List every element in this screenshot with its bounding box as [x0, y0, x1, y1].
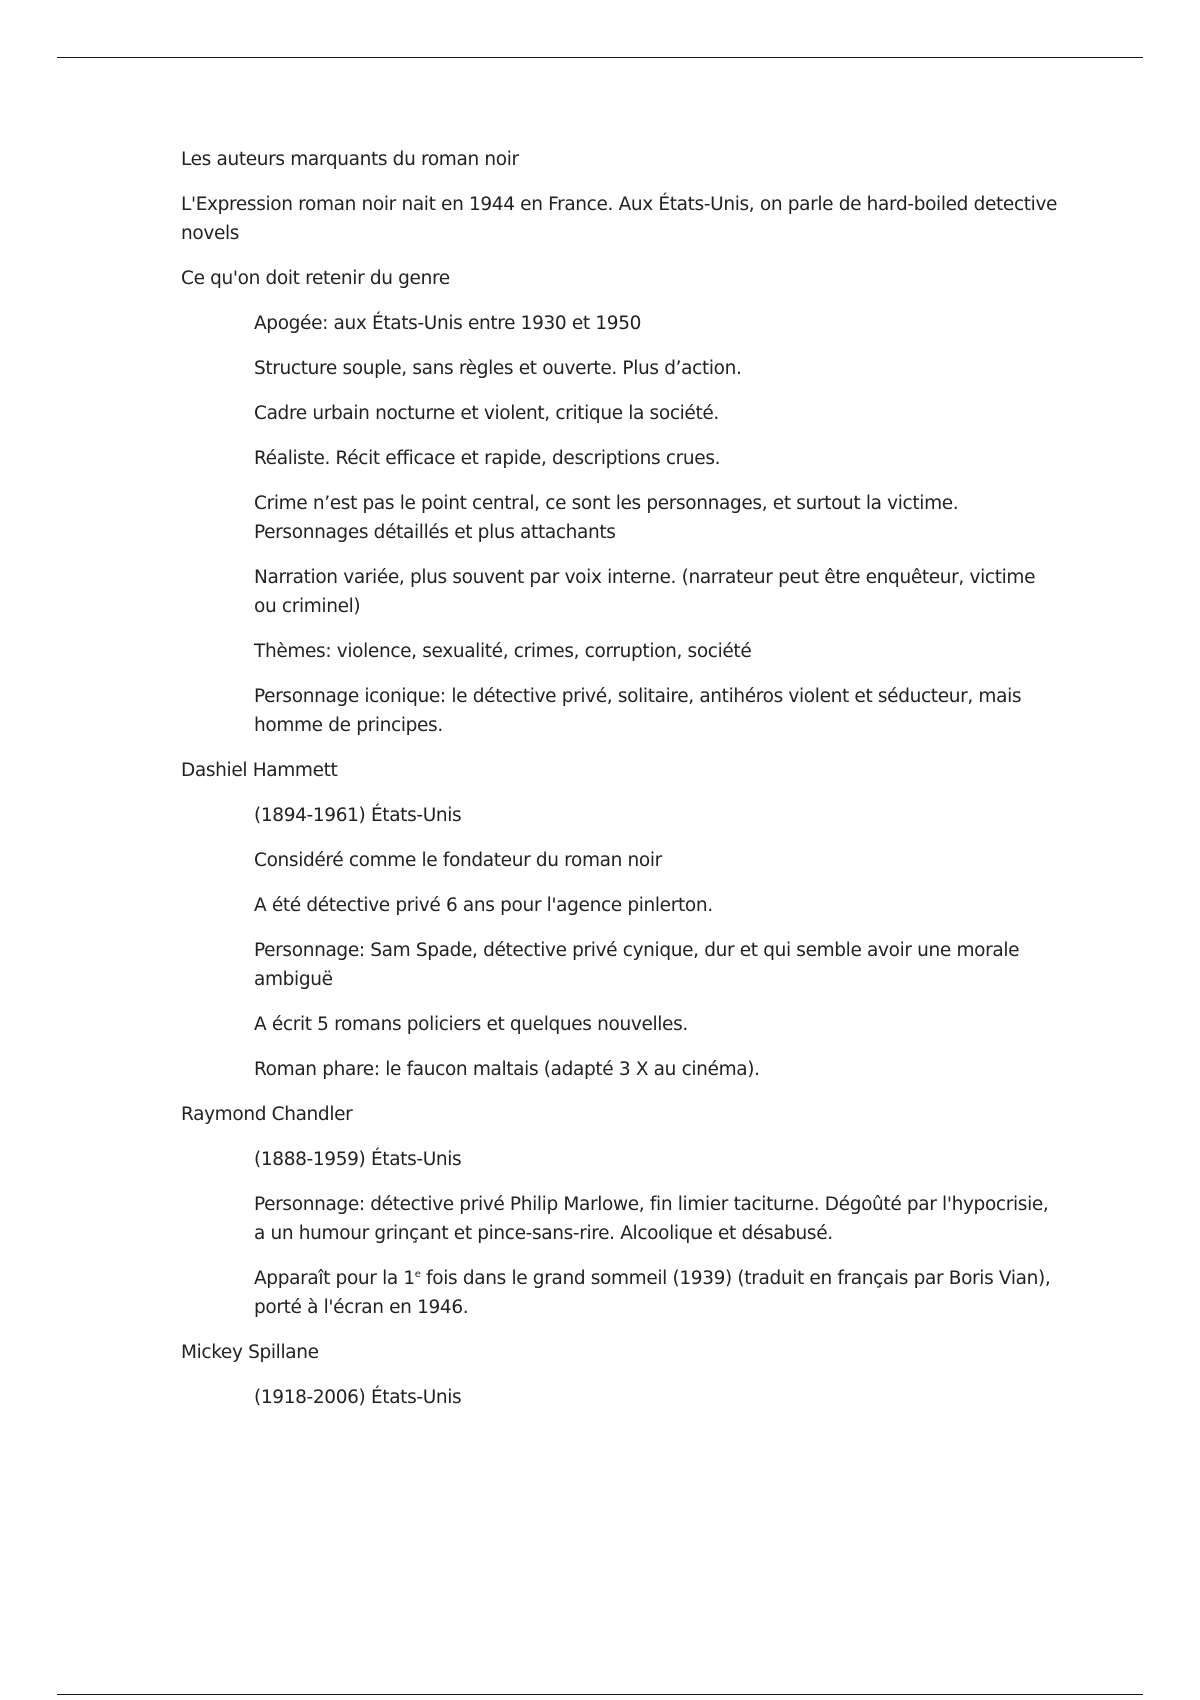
- author-heading-chandler: Raymond Chandler: [181, 1104, 353, 1125]
- genre-point-apogee: Apogée: aux États-Unis entre 1930 et 1950: [254, 313, 642, 334]
- genre-point-realiste: Réaliste. Récit efficace et rapide, descriptions crues.: [254, 448, 721, 469]
- author-heading-hammett: Dashiel Hammett: [181, 760, 338, 781]
- chandler-apparition: [254, 1264, 1061, 1322]
- hammett-roman-phare: Roman phare: le faucon maltais (adapté 3 X au cinéma).: [254, 1059, 760, 1080]
- hammett-dates: (1894-1961) États-Unis: [254, 805, 462, 826]
- hammett-romans: A écrit 5 romans policiers et quelques nouvelles.: [254, 1014, 688, 1035]
- chandler-personnage: Personnage: détective privé Philip Marlowe, fin limier taciturne. Dégoûté par l'hypocrisie, a un humour grinçant et pince-sans-rire. Alcoolique et désabusé.: [254, 1194, 1049, 1244]
- intro-paragraph: L'Expression roman noir nait en 1944 en France. Aux États-Unis, on parle de hard-boiled detective novels: [181, 194, 1058, 244]
- genre-heading: Ce qu'on doit retenir du genre: [181, 268, 450, 289]
- document-body: [181, 145, 1061, 1428]
- hammett-fondateur: Considéré comme le fondateur du roman noir: [254, 850, 662, 871]
- top-rule: [57, 57, 1143, 58]
- genre-point-crime: Crime n’est pas le point central, ce sont les personnages, et surtout la victime. Personnages détaillés et plus attachants: [254, 493, 959, 543]
- ordinal-superscript: e: [414, 1268, 421, 1280]
- chandler-dates: (1888-1959) États-Unis: [254, 1149, 462, 1170]
- chandler-apparition-end: fois dans le grand sommeil (1939) (traduit en français par Boris Vian), porté à l'écran en 1946.: [254, 1268, 1051, 1318]
- author-heading-spillane: Mickey Spillane: [181, 1342, 319, 1363]
- chandler-apparition-start: Apparaît pour la 1: [254, 1268, 415, 1289]
- document-title: Les auteurs marquants du roman noir: [181, 149, 519, 170]
- genre-point-structure: Structure souple, sans règles et ouverte. Plus d’action.: [254, 358, 742, 379]
- spillane-dates: (1918-2006) États-Unis: [254, 1387, 462, 1408]
- bottom-rule: [57, 1694, 1143, 1695]
- hammett-detective: A été détective privé 6 ans pour l'agence pinlerton.: [254, 895, 713, 916]
- hammett-personnage: Personnage: Sam Spade, détective privé cynique, dur et qui semble avoir une morale ambiguë: [254, 940, 1020, 990]
- genre-point-personnage: Personnage iconique: le détective privé, solitaire, antihéros violent et séducteur, mais homme de principes.: [254, 686, 1022, 736]
- genre-point-cadre: Cadre urbain nocturne et violent, critique la société.: [254, 403, 719, 424]
- genre-point-themes: Thèmes: violence, sexualité, crimes, corruption, société: [254, 641, 752, 662]
- genre-point-narration: Narration variée, plus souvent par voix interne. (narrateur peut être enquêteur, victime ou criminel): [254, 567, 1036, 617]
